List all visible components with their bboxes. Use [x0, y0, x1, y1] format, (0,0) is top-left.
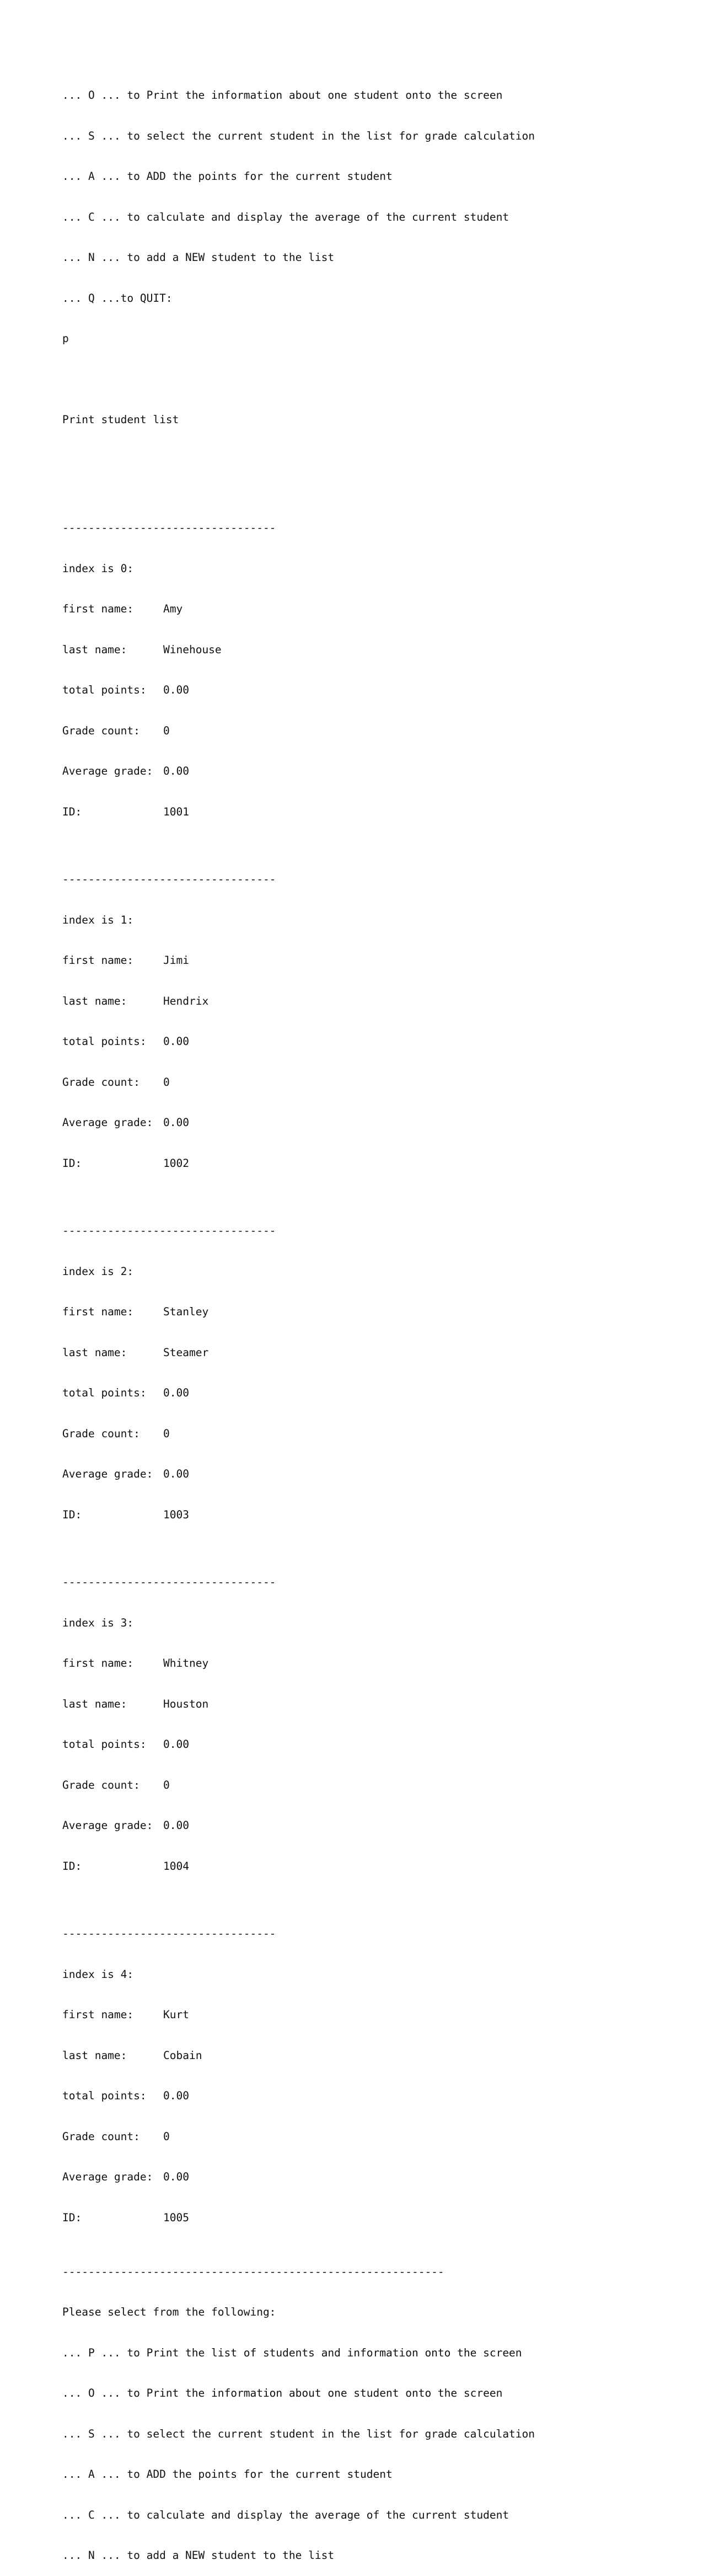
last-name-row	[62, 2049, 669, 2063]
id-label: ID:	[62, 1156, 82, 1170]
average-grade-value: 0.00	[163, 1116, 189, 1129]
menu-option-c: ... C ... to calculate and display the average of the current student	[62, 210, 509, 223]
total-points-row	[62, 2089, 669, 2103]
student-index: index is 1:	[62, 913, 134, 926]
average-grade-row	[62, 1819, 669, 1833]
average-grade-label: Average grade:	[62, 765, 153, 777]
blank-line	[62, 454, 669, 468]
first-name-row	[62, 1657, 669, 1671]
last-name-label: last name:	[62, 994, 127, 1007]
student-index: index is 3:	[62, 1616, 134, 1629]
id-value: 1003	[163, 1508, 189, 1521]
separator: ---------------------------------	[62, 1224, 276, 1237]
student-index: index is 4:	[62, 1967, 134, 1981]
last-name-value: Cobain	[163, 2049, 202, 2062]
id-label: ID:	[62, 2211, 82, 2224]
first-name-row	[62, 954, 669, 968]
total-points-value: 0.00	[163, 684, 189, 696]
total-points-label: total points:	[62, 684, 147, 696]
grade-count-row	[62, 1427, 669, 1441]
first-name-value: Amy	[163, 602, 183, 615]
last-name-label: last name:	[62, 643, 127, 656]
separator: ---------------------------------	[62, 873, 276, 886]
first-name-label: first name:	[62, 2008, 134, 2021]
last-name-label: last name:	[62, 2049, 127, 2062]
menu-option-n: ... N ... to add a NEW student to the list	[62, 2549, 335, 2562]
first-name-value: Stanley	[163, 1305, 209, 1318]
id-label: ID:	[62, 1508, 82, 1521]
total-points-value: 0.00	[163, 1035, 189, 1048]
separator: ---------------------------------	[62, 1576, 276, 1588]
user-input-echo: p	[62, 332, 69, 345]
average-grade-value: 0.00	[163, 1468, 189, 1480]
menu-option-p: ... P ... to Print the list of students and information onto the screen	[62, 2346, 522, 2359]
grade-count-row	[62, 724, 669, 738]
id-label: ID:	[62, 805, 82, 818]
total-points-value: 0.00	[163, 1386, 189, 1399]
first-name-label: first name:	[62, 954, 134, 967]
console-output	[62, 62, 669, 2576]
long-separator: -----------------------------------------------------------	[62, 2265, 444, 2278]
total-points-row	[62, 1738, 669, 1752]
student-index: index is 2:	[62, 1265, 134, 1278]
last-name-value: Steamer	[163, 1346, 209, 1359]
grade-count-row	[62, 2130, 669, 2144]
student-index: index is 0:	[62, 562, 134, 575]
separator: ---------------------------------	[62, 521, 276, 534]
grade-count-label: Grade count:	[62, 1778, 140, 1791]
grade-count-label: Grade count:	[62, 2130, 140, 2143]
blank-line	[62, 373, 669, 387]
average-grade-value: 0.00	[163, 1819, 189, 1832]
total-points-row	[62, 1035, 669, 1049]
id-label: ID:	[62, 1859, 82, 1873]
id-value: 1001	[163, 805, 189, 818]
menu-option-n: ... N ... to add a NEW student to the list	[62, 251, 335, 264]
grade-count-row	[62, 1076, 669, 1090]
id-value: 1002	[163, 1156, 189, 1170]
id-row	[62, 1508, 669, 1522]
average-grade-row	[62, 1116, 669, 1130]
menu-option-a: ... A ... to ADD the points for the current student	[62, 170, 393, 183]
average-grade-row	[62, 765, 669, 778]
average-grade-value: 0.00	[163, 2170, 189, 2183]
average-grade-label: Average grade:	[62, 2170, 153, 2183]
total-points-row	[62, 684, 669, 697]
select-prompt: Please select from the following:	[62, 2306, 276, 2318]
average-grade-value: 0.00	[163, 765, 189, 777]
grade-count-row	[62, 1779, 669, 1793]
id-row	[62, 1157, 669, 1171]
total-points-value: 0.00	[163, 1738, 189, 1751]
grade-count-label: Grade count:	[62, 1427, 140, 1440]
last-name-value: Hendrix	[163, 994, 209, 1007]
last-name-row	[62, 995, 669, 1009]
average-grade-label: Average grade:	[62, 1468, 153, 1480]
grade-count-label: Grade count:	[62, 724, 140, 737]
total-points-label: total points:	[62, 1386, 147, 1399]
average-grade-label: Average grade:	[62, 1819, 153, 1832]
first-name-label: first name:	[62, 1305, 134, 1318]
average-grade-row	[62, 2170, 669, 2184]
menu-option-q: ... Q ...to QUIT:	[62, 291, 173, 305]
grade-count-value: 0	[163, 2130, 170, 2143]
total-points-value: 0.00	[163, 2089, 189, 2102]
menu-option-c: ... C ... to calculate and display the average of the current student	[62, 2508, 509, 2521]
last-name-row	[62, 643, 669, 657]
print-header: Print student list	[62, 413, 179, 426]
total-points-label: total points:	[62, 2089, 147, 2102]
grade-count-value: 0	[163, 1075, 170, 1089]
first-name-label: first name:	[62, 1657, 134, 1670]
first-name-row	[62, 1305, 669, 1319]
last-name-row	[62, 1346, 669, 1360]
last-name-label: last name:	[62, 1697, 127, 1710]
first-name-value: Whitney	[163, 1657, 209, 1670]
total-points-row	[62, 1386, 669, 1400]
id-row	[62, 1860, 669, 1874]
last-name-label: last name:	[62, 1346, 127, 1359]
first-name-row	[62, 602, 669, 616]
menu-option-o: ... O ... to Print the information about one student onto the screen	[62, 2387, 503, 2399]
id-row	[62, 2211, 669, 2225]
total-points-label: total points:	[62, 1035, 147, 1048]
first-name-value: Kurt	[163, 2008, 189, 2021]
grade-count-value: 0	[163, 724, 170, 737]
menu-option-s: ... S ... to select the current student in the list for grade calculation	[62, 2427, 535, 2440]
total-points-label: total points:	[62, 1738, 147, 1751]
average-grade-row	[62, 1468, 669, 1481]
menu-option-a: ... A ... to ADD the points for the current student	[62, 2468, 393, 2481]
grade-count-label: Grade count:	[62, 1075, 140, 1089]
last-name-value: Houston	[163, 1697, 209, 1710]
last-name-value: Winehouse	[163, 643, 222, 656]
menu-option-s: ... S ... to select the current student in the list for grade calculation	[62, 129, 535, 142]
id-row	[62, 806, 669, 819]
id-value: 1005	[163, 2211, 189, 2224]
last-name-row	[62, 1698, 669, 1711]
separator: ---------------------------------	[62, 1927, 276, 1940]
grade-count-value: 0	[163, 1427, 170, 1440]
average-grade-label: Average grade:	[62, 1116, 153, 1129]
first-name-label: first name:	[62, 602, 134, 615]
menu-option-o: ... O ... to Print the information about one student onto the screen	[62, 89, 503, 102]
first-name-row	[62, 2008, 669, 2022]
id-value: 1004	[163, 1859, 189, 1873]
grade-count-value: 0	[163, 1778, 170, 1791]
first-name-value: Jimi	[163, 954, 189, 967]
